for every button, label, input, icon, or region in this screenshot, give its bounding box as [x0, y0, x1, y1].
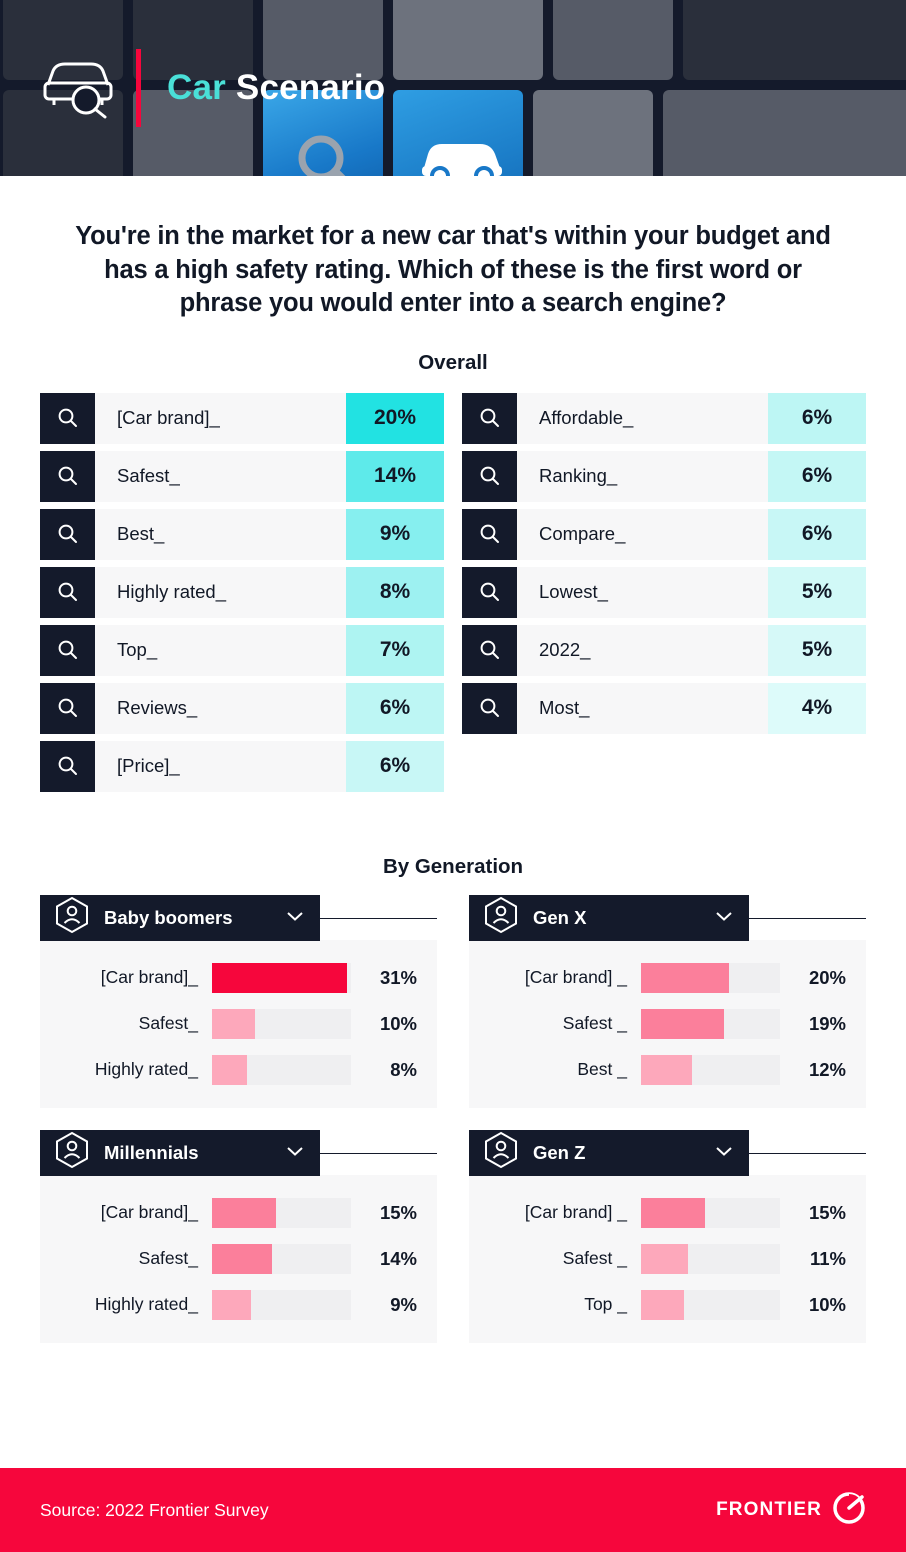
generation-header[interactable] [469, 1130, 749, 1176]
brand-name: FRONTIER [716, 1499, 822, 1520]
bar-row [40, 1289, 417, 1321]
person-hex-icon [54, 896, 90, 939]
bar-value: 15% [808, 1201, 846, 1223]
bar-label: [Car brand] _ [524, 1202, 627, 1223]
generation-body [469, 1175, 866, 1343]
row-label: Ranking_ [517, 451, 768, 502]
chevron-down-icon[interactable] [715, 909, 733, 927]
brand-logo [716, 1491, 866, 1530]
row-label: [Car brand]_ [95, 393, 346, 444]
frontier-mark-icon [832, 1491, 866, 1530]
bar-track [212, 1055, 351, 1085]
table-row [40, 567, 444, 618]
row-label: Highly rated_ [95, 567, 346, 618]
table-row [40, 509, 444, 560]
chevron-down-icon[interactable] [286, 1144, 304, 1162]
bar-value: 10% [808, 1293, 846, 1315]
search-icon [40, 741, 95, 792]
survey-question: You're in the market for a new car that's within your budget and has a high safety rating. Which of these is the first word or phrase you would enter into a search engine? [75, 222, 831, 318]
row-value: 7% [346, 625, 444, 676]
row-value: 5% [768, 567, 866, 618]
bar-label: Safest _ [562, 1013, 627, 1034]
row-value: 6% [768, 451, 866, 502]
bar-track [212, 1244, 351, 1274]
bar-row [40, 962, 417, 994]
generation-body [40, 1175, 437, 1343]
table-row [40, 625, 444, 676]
bar-value: 14% [379, 1247, 417, 1269]
header-rule [320, 918, 437, 920]
search-icon [40, 625, 95, 676]
source-text: Source: 2022 Frontier Survey [40, 1499, 269, 1520]
bar-fill [641, 1198, 705, 1228]
row-value: 6% [346, 741, 444, 792]
page-title-accent: Car [167, 68, 226, 107]
search-icon [40, 393, 95, 444]
bar-fill [212, 1290, 251, 1320]
bar-track [641, 1244, 780, 1274]
bar-fill [212, 1244, 272, 1274]
table-row [462, 683, 866, 734]
bar-label: [Car brand]_ [100, 1202, 198, 1223]
bar-fill [641, 963, 729, 993]
car-search-icon [36, 53, 114, 124]
row-label: Compare_ [517, 509, 768, 560]
row-label: Affordable_ [517, 393, 768, 444]
row-value: 4% [768, 683, 866, 734]
generation-card-gen-z [469, 1130, 866, 1343]
generation-header[interactable] [40, 1130, 320, 1176]
row-label: Best_ [95, 509, 346, 560]
bar-fill [212, 1198, 276, 1228]
bar-row [469, 1289, 846, 1321]
table-row [40, 741, 444, 792]
bar-label: [Car brand]_ [100, 967, 198, 988]
generation-body [40, 940, 437, 1108]
bar-row [469, 1243, 846, 1275]
bar-label: Safest_ [138, 1013, 198, 1034]
bar-track [641, 1290, 780, 1320]
bar-row [40, 1243, 417, 1275]
bar-track [212, 963, 351, 993]
bar-fill [212, 1009, 255, 1039]
person-hex-icon [483, 896, 519, 939]
person-hex-icon [483, 1131, 519, 1174]
bar-label: [Car brand] _ [524, 967, 627, 988]
bar-track [212, 1290, 351, 1320]
bar-label: Safest_ [138, 1248, 198, 1269]
row-label: Top_ [95, 625, 346, 676]
generation-card-millennials [40, 1130, 437, 1343]
bar-value: 20% [808, 966, 846, 988]
bar-value: 10% [379, 1012, 417, 1034]
generation-section-title: By Generation [382, 854, 524, 878]
row-value: 9% [346, 509, 444, 560]
search-icon [40, 567, 95, 618]
generation-name: Baby boomers [104, 906, 233, 928]
header-rule [749, 918, 866, 920]
bar-fill [641, 1290, 684, 1320]
generation-header[interactable] [469, 895, 749, 941]
row-value: 6% [768, 393, 866, 444]
bar-fill [212, 1055, 247, 1085]
row-value: 14% [346, 451, 444, 502]
generation-name: Gen X [533, 906, 587, 928]
search-icon [462, 451, 517, 502]
generation-body [469, 940, 866, 1108]
row-label: Safest_ [95, 451, 346, 502]
page-title [167, 68, 385, 108]
bar-track [641, 1198, 780, 1228]
header-rule [320, 1153, 437, 1155]
table-row [40, 683, 444, 734]
bar-value: 9% [390, 1293, 417, 1315]
bar-track [641, 1055, 780, 1085]
generation-cards [0, 879, 906, 1343]
search-icon [40, 509, 95, 560]
table-row [462, 393, 866, 444]
bar-row [469, 1197, 846, 1229]
search-icon [40, 451, 95, 502]
bar-row [469, 962, 846, 994]
bar-value: 15% [379, 1201, 417, 1223]
bar-label: Highly rated_ [94, 1059, 198, 1080]
overall-column-right [462, 393, 866, 799]
table-row [462, 625, 866, 676]
page-footer [0, 1468, 906, 1552]
row-label: [Price]_ [95, 741, 346, 792]
table-row [462, 451, 866, 502]
row-label: Most_ [517, 683, 768, 734]
bar-value: 31% [379, 966, 417, 988]
generation-card-gen-x [469, 895, 866, 1108]
search-icon [462, 567, 517, 618]
bar-label: Safest _ [562, 1248, 627, 1269]
search-icon [462, 393, 517, 444]
bar-row [40, 1054, 417, 1086]
generation-name: Millennials [104, 1141, 199, 1163]
bar-row [40, 1197, 417, 1229]
bar-fill [641, 1009, 724, 1039]
row-label: 2022_ [517, 625, 768, 676]
overall-results [0, 375, 906, 799]
bar-track [212, 1009, 351, 1039]
page-title-rest: Scenario [225, 68, 386, 107]
bar-label: Highly rated_ [94, 1294, 198, 1315]
header-divider [136, 49, 141, 127]
table-row [40, 451, 444, 502]
table-row [462, 567, 866, 618]
bar-track [212, 1198, 351, 1228]
search-icon [462, 683, 517, 734]
row-value: 8% [346, 567, 444, 618]
bar-fill [641, 1244, 688, 1274]
row-label: Reviews_ [95, 683, 346, 734]
overall-section-title: Overall [418, 350, 488, 374]
row-label: Lowest_ [517, 567, 768, 618]
bar-value: 11% [809, 1247, 846, 1269]
page-header [0, 0, 906, 176]
table-row [40, 393, 444, 444]
row-value: 6% [346, 683, 444, 734]
bar-row [40, 1008, 417, 1040]
table-row [462, 509, 866, 560]
bar-label: Best _ [577, 1059, 627, 1080]
bar-row [469, 1054, 846, 1086]
bar-value: 8% [390, 1058, 417, 1080]
header-rule [749, 1153, 866, 1155]
row-value: 5% [768, 625, 866, 676]
chevron-down-icon[interactable] [715, 1144, 733, 1162]
person-hex-icon [54, 1131, 90, 1174]
bar-value: 19% [808, 1012, 846, 1034]
search-icon [40, 683, 95, 734]
row-value: 20% [346, 393, 444, 444]
search-icon [462, 625, 517, 676]
overall-column-left [40, 393, 444, 799]
bar-track [641, 963, 780, 993]
row-value: 6% [768, 509, 866, 560]
search-icon [462, 509, 517, 560]
bar-fill [212, 963, 347, 993]
bar-row [469, 1008, 846, 1040]
generation-card-baby-boomers [40, 895, 437, 1108]
bar-fill [641, 1055, 692, 1085]
generation-header[interactable] [40, 895, 320, 941]
bar-track [641, 1009, 780, 1039]
chevron-down-icon[interactable] [286, 909, 304, 927]
generation-name: Gen Z [533, 1141, 586, 1163]
bar-label: Top _ [584, 1294, 627, 1315]
bar-value: 12% [808, 1058, 846, 1080]
